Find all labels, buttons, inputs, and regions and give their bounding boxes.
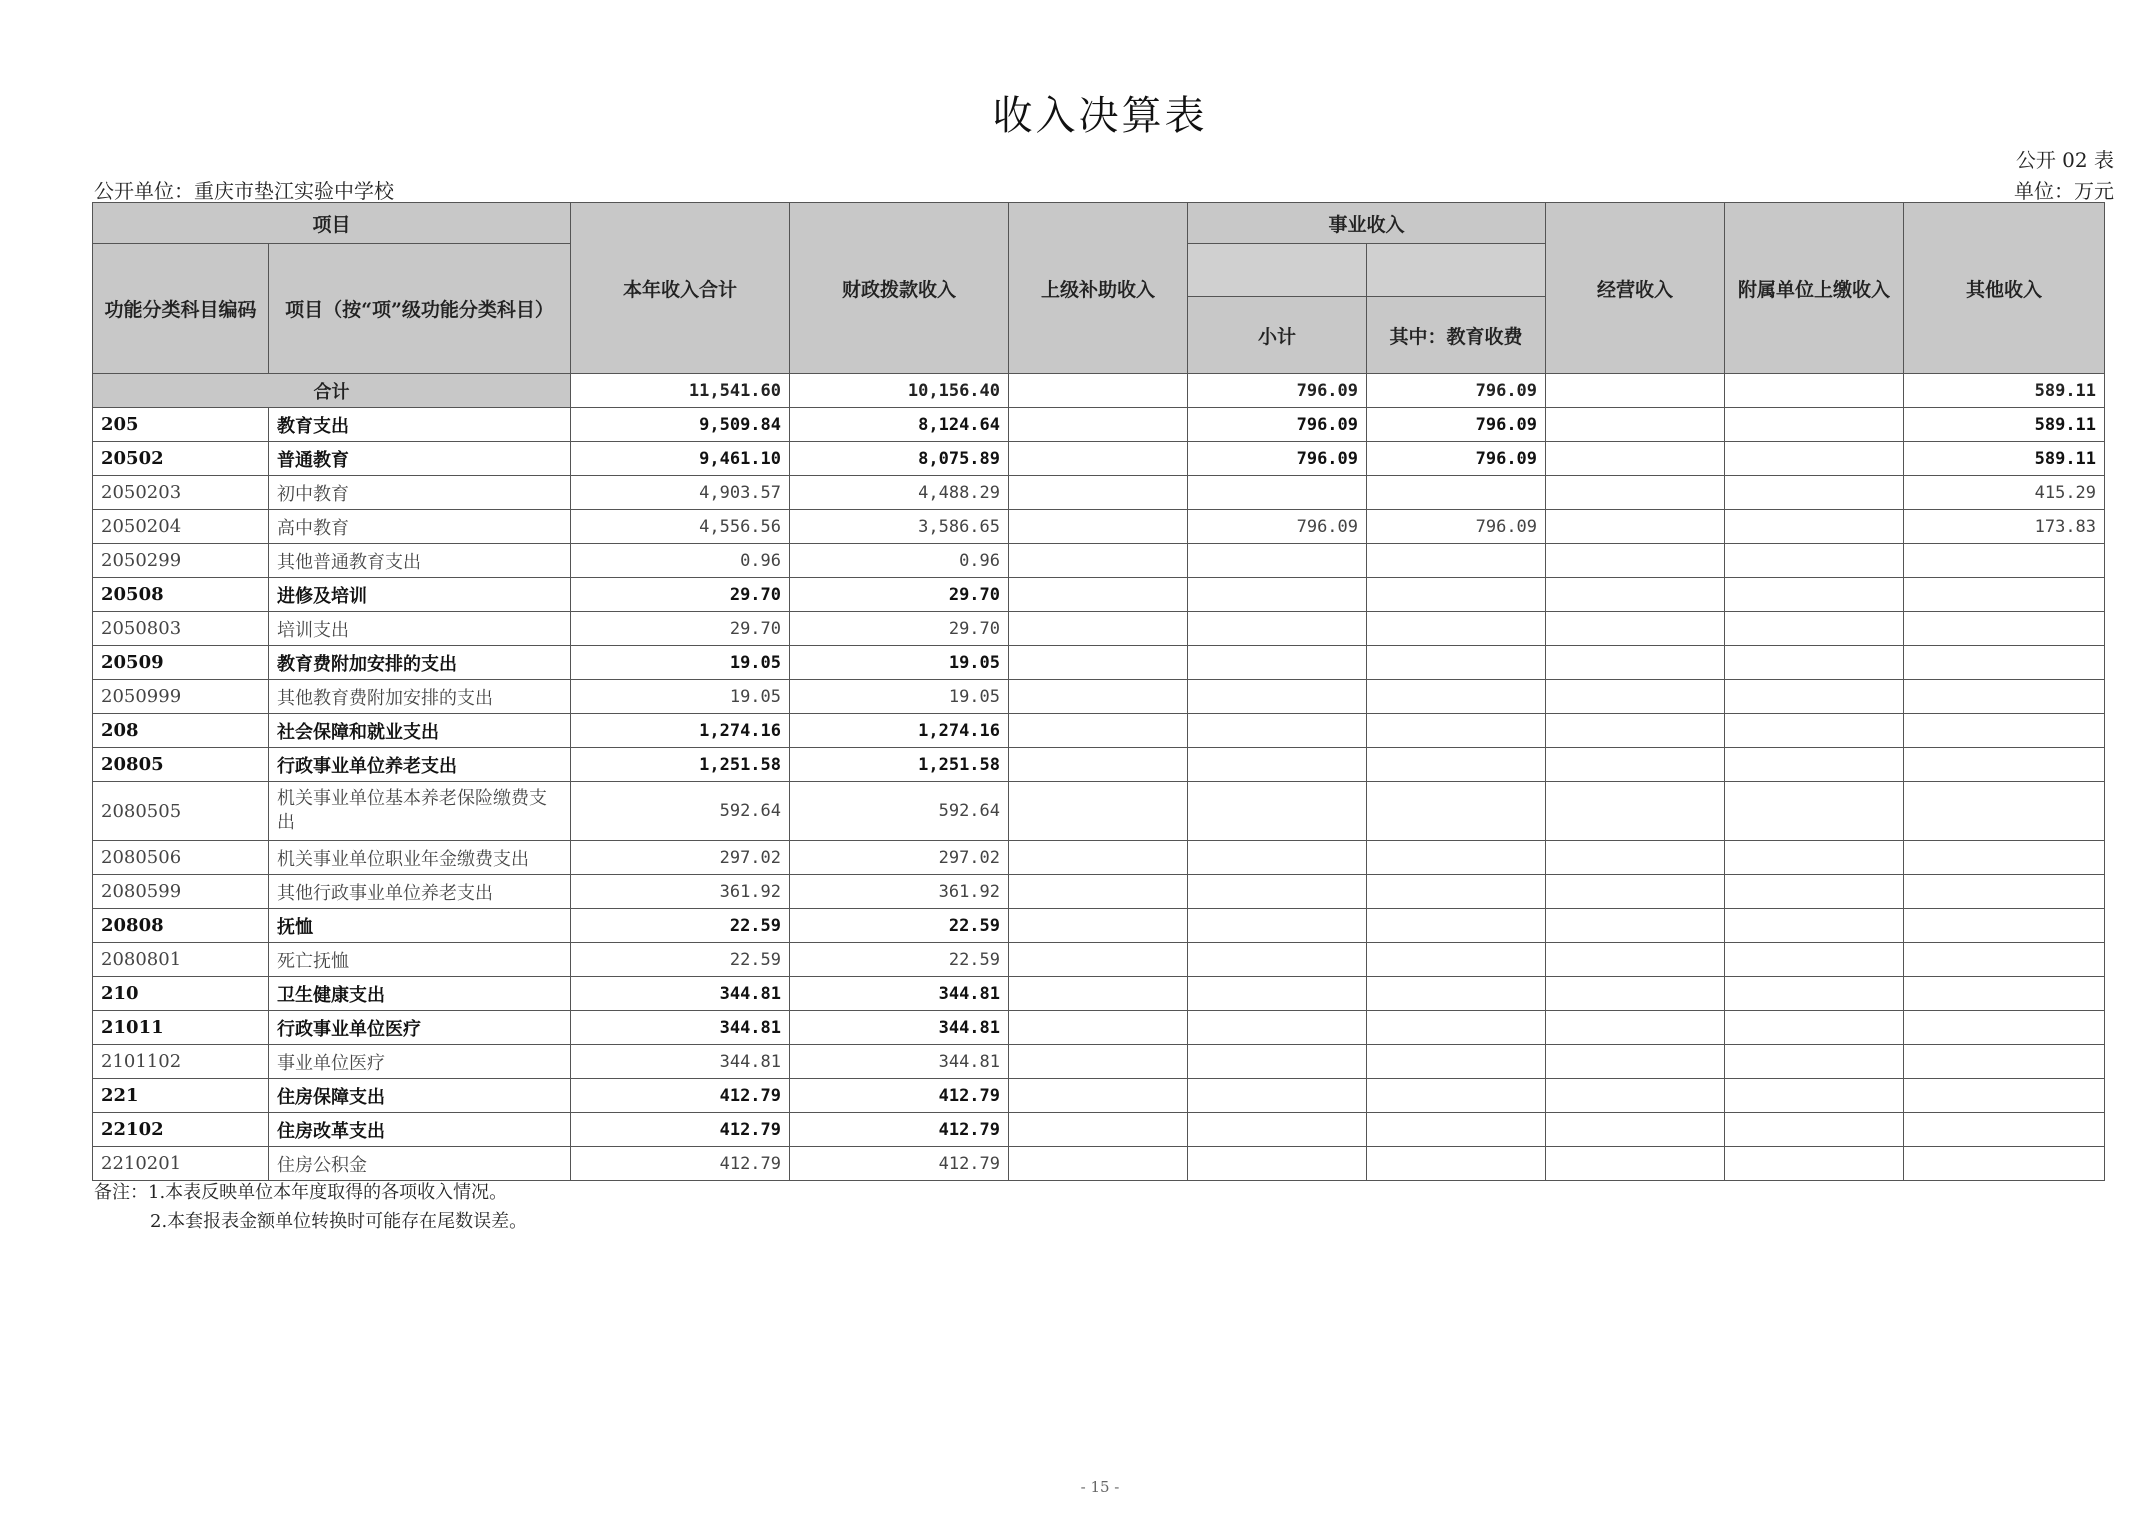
row-superior-cell [1009,748,1188,782]
table-row [93,544,2105,578]
row-code-cell: 2210201 [93,1147,269,1181]
row-total-income-cell: 4,903.57 [571,476,790,510]
row-code-cell: 208 [93,714,269,748]
row-operating-cell [1546,1045,1725,1079]
row-name-cell: 高中教育 [269,510,571,544]
row-operating-cell [1546,612,1725,646]
row-affiliated-cell [1725,510,1904,544]
row-other-cell: 589.11 [1904,442,2105,476]
row-affiliated-cell [1725,544,1904,578]
row-superior-cell [1009,841,1188,875]
page-number: - 15 - [1080,1478,1120,1496]
row-code-cell: 205 [93,408,269,442]
row-other-cell: 415.29 [1904,476,2105,510]
row-total-income-cell: 592.64 [571,782,790,841]
row-other-cell [1904,943,2105,977]
row-subtotal-cell [1188,544,1367,578]
row-edu-fee-cell [1367,680,1546,714]
row-code-cell: 2080505 [93,782,269,841]
row-subtotal-cell [1188,1045,1367,1079]
header-fiscal: 财政拨款收入 [790,203,1009,374]
row-fiscal-cell: 19.05 [790,646,1009,680]
table-row [93,646,2105,680]
header-business-spacer [1188,244,1367,297]
row-fiscal-cell: 297.02 [790,841,1009,875]
header-code: 功能分类科目编码 [93,244,269,374]
row-other-cell [1904,1079,2105,1113]
row-superior-cell [1009,680,1188,714]
row-name-cell: 其他行政事业单位养老支出 [269,875,571,909]
row-operating-cell [1546,909,1725,943]
row-name-cell: 其他教育费附加安排的支出 [269,680,571,714]
row-superior-cell [1009,977,1188,1011]
row-code-cell: 2080599 [93,875,269,909]
row-total-income-cell: 297.02 [571,841,790,875]
table-row [93,782,2105,841]
row-subtotal-cell [1188,714,1367,748]
row-superior-cell [1009,1045,1188,1079]
row-fiscal-cell: 8,124.64 [790,408,1009,442]
row-total-income-cell: 19.05 [571,680,790,714]
reporting-unit: 公开单位：重庆市垫江实验中学校 [94,179,394,203]
row-affiliated-cell [1725,714,1904,748]
row-fiscal-cell: 344.81 [790,1011,1009,1045]
header-other: 其他收入 [1904,203,2105,374]
row-name-cell: 行政事业单位医疗 [269,1011,571,1045]
row-total-income-cell: 344.81 [571,977,790,1011]
row-other-cell [1904,578,2105,612]
row-name-cell: 培训支出 [269,612,571,646]
row-superior-cell [1009,578,1188,612]
row-operating-cell [1546,1079,1725,1113]
row-total-income-cell: 412.79 [571,1113,790,1147]
row-code-cell: 2050204 [93,510,269,544]
row-total-income-cell: 22.59 [571,943,790,977]
row-superior-cell [1009,408,1188,442]
row-fiscal-cell: 412.79 [790,1113,1009,1147]
currency-unit: 单位：万元 [2014,179,2114,203]
row-subtotal-cell [1188,977,1367,1011]
row-operating-cell [1546,476,1725,510]
row-code-cell: 2050803 [93,612,269,646]
header-name: 项目（按“项”级功能分类科目） [269,244,571,374]
row-superior-cell [1009,782,1188,841]
row-subtotal-cell [1188,1113,1367,1147]
row-affiliated-cell [1725,875,1904,909]
row-other-cell: 589.11 [1904,408,2105,442]
row-fiscal-cell: 22.59 [790,909,1009,943]
row-code-cell: 20808 [93,909,269,943]
row-edu-fee-cell [1367,714,1546,748]
table-body [93,374,2105,1181]
row-other-cell [1904,1045,2105,1079]
row-fiscal-cell: 29.70 [790,578,1009,612]
table-row [93,714,2105,748]
row-other-cell [1904,646,2105,680]
row-superior-cell [1009,909,1188,943]
row-subtotal-cell: 796.09 [1188,510,1367,544]
row-code-cell: 20508 [93,578,269,612]
row-other-cell [1904,1113,2105,1147]
row-fiscal-cell: 592.64 [790,782,1009,841]
header-total-income: 本年收入合计 [571,203,790,374]
row-total-income-cell: 0.96 [571,544,790,578]
row-operating-cell [1546,748,1725,782]
row-fiscal-cell: 3,586.65 [790,510,1009,544]
row-subtotal-cell [1188,1011,1367,1045]
row-operating-cell [1546,578,1725,612]
row-fiscal-cell: 412.79 [790,1147,1009,1181]
row-total-income-cell: 361.92 [571,875,790,909]
row-affiliated-cell [1725,646,1904,680]
row-superior-cell [1009,612,1188,646]
row-name-cell: 住房保障支出 [269,1079,571,1113]
row-other-cell [1904,782,2105,841]
row-name-cell: 普通教育 [269,442,571,476]
row-name-cell: 卫生健康支出 [269,977,571,1011]
total-superior-cell [1009,374,1188,408]
row-total-income-cell: 4,556.56 [571,510,790,544]
row-edu-fee-cell [1367,612,1546,646]
row-name-cell: 初中教育 [269,476,571,510]
row-name-cell: 进修及培训 [269,578,571,612]
row-affiliated-cell [1725,841,1904,875]
row-edu-fee-cell [1367,841,1546,875]
row-total-income-cell: 344.81 [571,1011,790,1045]
row-total-income-cell: 19.05 [571,646,790,680]
row-total-income-cell: 9,509.84 [571,408,790,442]
total-row [93,374,2105,408]
row-other-cell [1904,1147,2105,1181]
table-row [93,1011,2105,1045]
row-code-cell: 20509 [93,646,269,680]
row-code-cell: 2050203 [93,476,269,510]
row-other-cell [1904,748,2105,782]
row-other-cell [1904,841,2105,875]
row-affiliated-cell [1725,1147,1904,1181]
row-name-cell: 事业单位医疗 [269,1045,571,1079]
row-edu-fee-cell [1367,578,1546,612]
page-title: 收入决算表 [992,93,1208,139]
row-superior-cell [1009,1079,1188,1113]
row-edu-fee-cell [1367,1079,1546,1113]
row-superior-cell [1009,1011,1188,1045]
row-fiscal-cell: 1,251.58 [790,748,1009,782]
row-edu-fee-cell [1367,977,1546,1011]
row-superior-cell [1009,510,1188,544]
header-edu-fee: 其中：教育收费 [1367,297,1546,374]
row-edu-fee-cell [1367,943,1546,977]
header-superior: 上级补助收入 [1009,203,1188,374]
row-fiscal-cell: 4,488.29 [790,476,1009,510]
row-operating-cell [1546,841,1725,875]
table-row [93,680,2105,714]
row-affiliated-cell [1725,442,1904,476]
total-subtotal-cell: 796.09 [1188,374,1367,408]
header-operating: 经营收入 [1546,203,1725,374]
row-total-income-cell: 344.81 [571,1045,790,1079]
row-affiliated-cell [1725,909,1904,943]
row-other-cell [1904,909,2105,943]
row-superior-cell [1009,646,1188,680]
row-subtotal-cell [1188,1147,1367,1181]
row-name-cell: 其他普通教育支出 [269,544,571,578]
total-other-cell: 589.11 [1904,374,2105,408]
row-subtotal-cell: 796.09 [1188,442,1367,476]
row-fiscal-cell: 29.70 [790,612,1009,646]
row-superior-cell [1009,476,1188,510]
row-operating-cell [1546,408,1725,442]
table-row [93,875,2105,909]
table-row [93,1113,2105,1147]
notes [94,1178,527,1236]
total-fiscal-cell: 10,156.40 [790,374,1009,408]
table-row [93,578,2105,612]
row-edu-fee-cell [1367,1045,1546,1079]
table-header [93,203,2105,374]
row-operating-cell [1546,977,1725,1011]
row-name-cell: 教育支出 [269,408,571,442]
row-operating-cell [1546,646,1725,680]
table-row [93,476,2105,510]
table-row [93,612,2105,646]
note-line-2: 2.本套报表金额单位转换时可能存在尾数误差。 [150,1211,528,1232]
row-edu-fee-cell: 796.09 [1367,510,1546,544]
row-fiscal-cell: 412.79 [790,1079,1009,1113]
row-fiscal-cell: 344.81 [790,1045,1009,1079]
row-name-cell: 教育费附加安排的支出 [269,646,571,680]
row-other-cell [1904,612,2105,646]
row-other-cell [1904,977,2105,1011]
row-subtotal-cell [1188,782,1367,841]
row-name-cell: 住房改革支出 [269,1113,571,1147]
row-edu-fee-cell [1367,646,1546,680]
row-code-cell: 2080506 [93,841,269,875]
row-operating-cell [1546,943,1725,977]
row-superior-cell [1009,544,1188,578]
row-affiliated-cell [1725,748,1904,782]
row-affiliated-cell [1725,977,1904,1011]
row-total-income-cell: 9,461.10 [571,442,790,476]
row-affiliated-cell [1725,1079,1904,1113]
row-subtotal-cell [1188,680,1367,714]
row-affiliated-cell [1725,1113,1904,1147]
row-total-income-cell: 412.79 [571,1147,790,1181]
row-code-cell: 2050999 [93,680,269,714]
row-subtotal-cell [1188,1079,1367,1113]
table-row [93,408,2105,442]
row-affiliated-cell [1725,578,1904,612]
table-row [93,1079,2105,1113]
row-code-cell: 21011 [93,1011,269,1045]
row-superior-cell [1009,1147,1188,1181]
row-code-cell: 20502 [93,442,269,476]
row-name-cell: 行政事业单位养老支出 [269,748,571,782]
row-edu-fee-cell [1367,1113,1546,1147]
row-edu-fee-cell: 796.09 [1367,408,1546,442]
row-operating-cell [1546,714,1725,748]
row-operating-cell [1546,544,1725,578]
row-code-cell: 2080801 [93,943,269,977]
row-edu-fee-cell [1367,748,1546,782]
table-row [93,748,2105,782]
row-edu-fee-cell [1367,1011,1546,1045]
row-code-cell: 2050299 [93,544,269,578]
row-code-cell: 221 [93,1079,269,1113]
row-total-income-cell: 29.70 [571,578,790,612]
row-code-cell: 2101102 [93,1045,269,1079]
row-other-cell: 173.83 [1904,510,2105,544]
row-operating-cell [1546,782,1725,841]
table-row [93,977,2105,1011]
row-affiliated-cell [1725,1011,1904,1045]
table-row [93,943,2105,977]
row-superior-cell [1009,714,1188,748]
row-subtotal-cell [1188,646,1367,680]
row-name-cell: 抚恤 [269,909,571,943]
row-name-cell: 社会保障和就业支出 [269,714,571,748]
form-number: 公开 02 表 [2015,148,2114,172]
header-business-group: 事业收入 [1188,203,1546,244]
row-fiscal-cell: 8,075.89 [790,442,1009,476]
row-subtotal-cell [1188,476,1367,510]
total-label: 合计 [93,374,571,408]
row-edu-fee-cell [1367,782,1546,841]
row-affiliated-cell [1725,408,1904,442]
row-operating-cell [1546,442,1725,476]
row-name-cell: 机关事业单位基本养老保险缴费支出 [269,782,571,841]
row-affiliated-cell [1725,1045,1904,1079]
row-fiscal-cell: 22.59 [790,943,1009,977]
row-total-income-cell: 1,251.58 [571,748,790,782]
row-operating-cell [1546,875,1725,909]
total-operating-cell [1546,374,1725,408]
table-row [93,841,2105,875]
row-other-cell [1904,714,2105,748]
row-edu-fee-cell [1367,476,1546,510]
row-edu-fee-cell [1367,875,1546,909]
table-row [93,1147,2105,1181]
row-total-income-cell: 412.79 [571,1079,790,1113]
row-operating-cell [1546,1011,1725,1045]
row-subtotal-cell [1188,748,1367,782]
row-operating-cell [1546,510,1725,544]
row-subtotal-cell [1188,943,1367,977]
row-affiliated-cell [1725,943,1904,977]
total-edu-fee-cell: 796.09 [1367,374,1546,408]
row-affiliated-cell [1725,680,1904,714]
row-affiliated-cell [1725,612,1904,646]
row-subtotal-cell [1188,875,1367,909]
row-code-cell: 20805 [93,748,269,782]
row-superior-cell [1009,875,1188,909]
row-other-cell [1904,875,2105,909]
income-table [92,202,2105,1181]
row-superior-cell [1009,1113,1188,1147]
table-row [93,909,2105,943]
row-subtotal-cell [1188,909,1367,943]
row-edu-fee-cell: 796.09 [1367,442,1546,476]
row-fiscal-cell: 361.92 [790,875,1009,909]
row-fiscal-cell: 344.81 [790,977,1009,1011]
note-line-1: 备注：1.本表反映单位本年度取得的各项收入情况。 [94,1182,508,1203]
row-fiscal-cell: 1,274.16 [790,714,1009,748]
total-affiliated-cell [1725,374,1904,408]
row-subtotal-cell [1188,841,1367,875]
header-business-spacer [1367,244,1546,297]
row-operating-cell [1546,680,1725,714]
row-other-cell [1904,544,2105,578]
row-superior-cell [1009,442,1188,476]
table-row [93,510,2105,544]
row-total-income-cell: 22.59 [571,909,790,943]
table-row [93,442,2105,476]
row-total-income-cell: 1,274.16 [571,714,790,748]
row-other-cell [1904,1011,2105,1045]
row-operating-cell [1546,1147,1725,1181]
row-code-cell: 22102 [93,1113,269,1147]
total-income-cell: 11,541.60 [571,374,790,408]
row-subtotal-cell: 796.09 [1188,408,1367,442]
row-subtotal-cell [1188,578,1367,612]
row-fiscal-cell: 0.96 [790,544,1009,578]
row-operating-cell [1546,1113,1725,1147]
row-code-cell: 210 [93,977,269,1011]
row-name-cell: 住房公积金 [269,1147,571,1181]
row-name-cell: 机关事业单位职业年金缴费支出 [269,841,571,875]
row-edu-fee-cell [1367,909,1546,943]
row-name-cell: 死亡抚恤 [269,943,571,977]
row-edu-fee-cell [1367,1147,1546,1181]
header-subtotal: 小计 [1188,297,1367,374]
row-edu-fee-cell [1367,544,1546,578]
header-item-group: 项目 [93,203,571,244]
row-fiscal-cell: 19.05 [790,680,1009,714]
row-superior-cell [1009,943,1188,977]
row-total-income-cell: 29.70 [571,612,790,646]
table-row [93,1045,2105,1079]
header-affiliated: 附属单位上缴收入 [1725,203,1904,374]
row-affiliated-cell [1725,476,1904,510]
row-subtotal-cell [1188,612,1367,646]
row-other-cell [1904,680,2105,714]
row-affiliated-cell [1725,782,1904,841]
